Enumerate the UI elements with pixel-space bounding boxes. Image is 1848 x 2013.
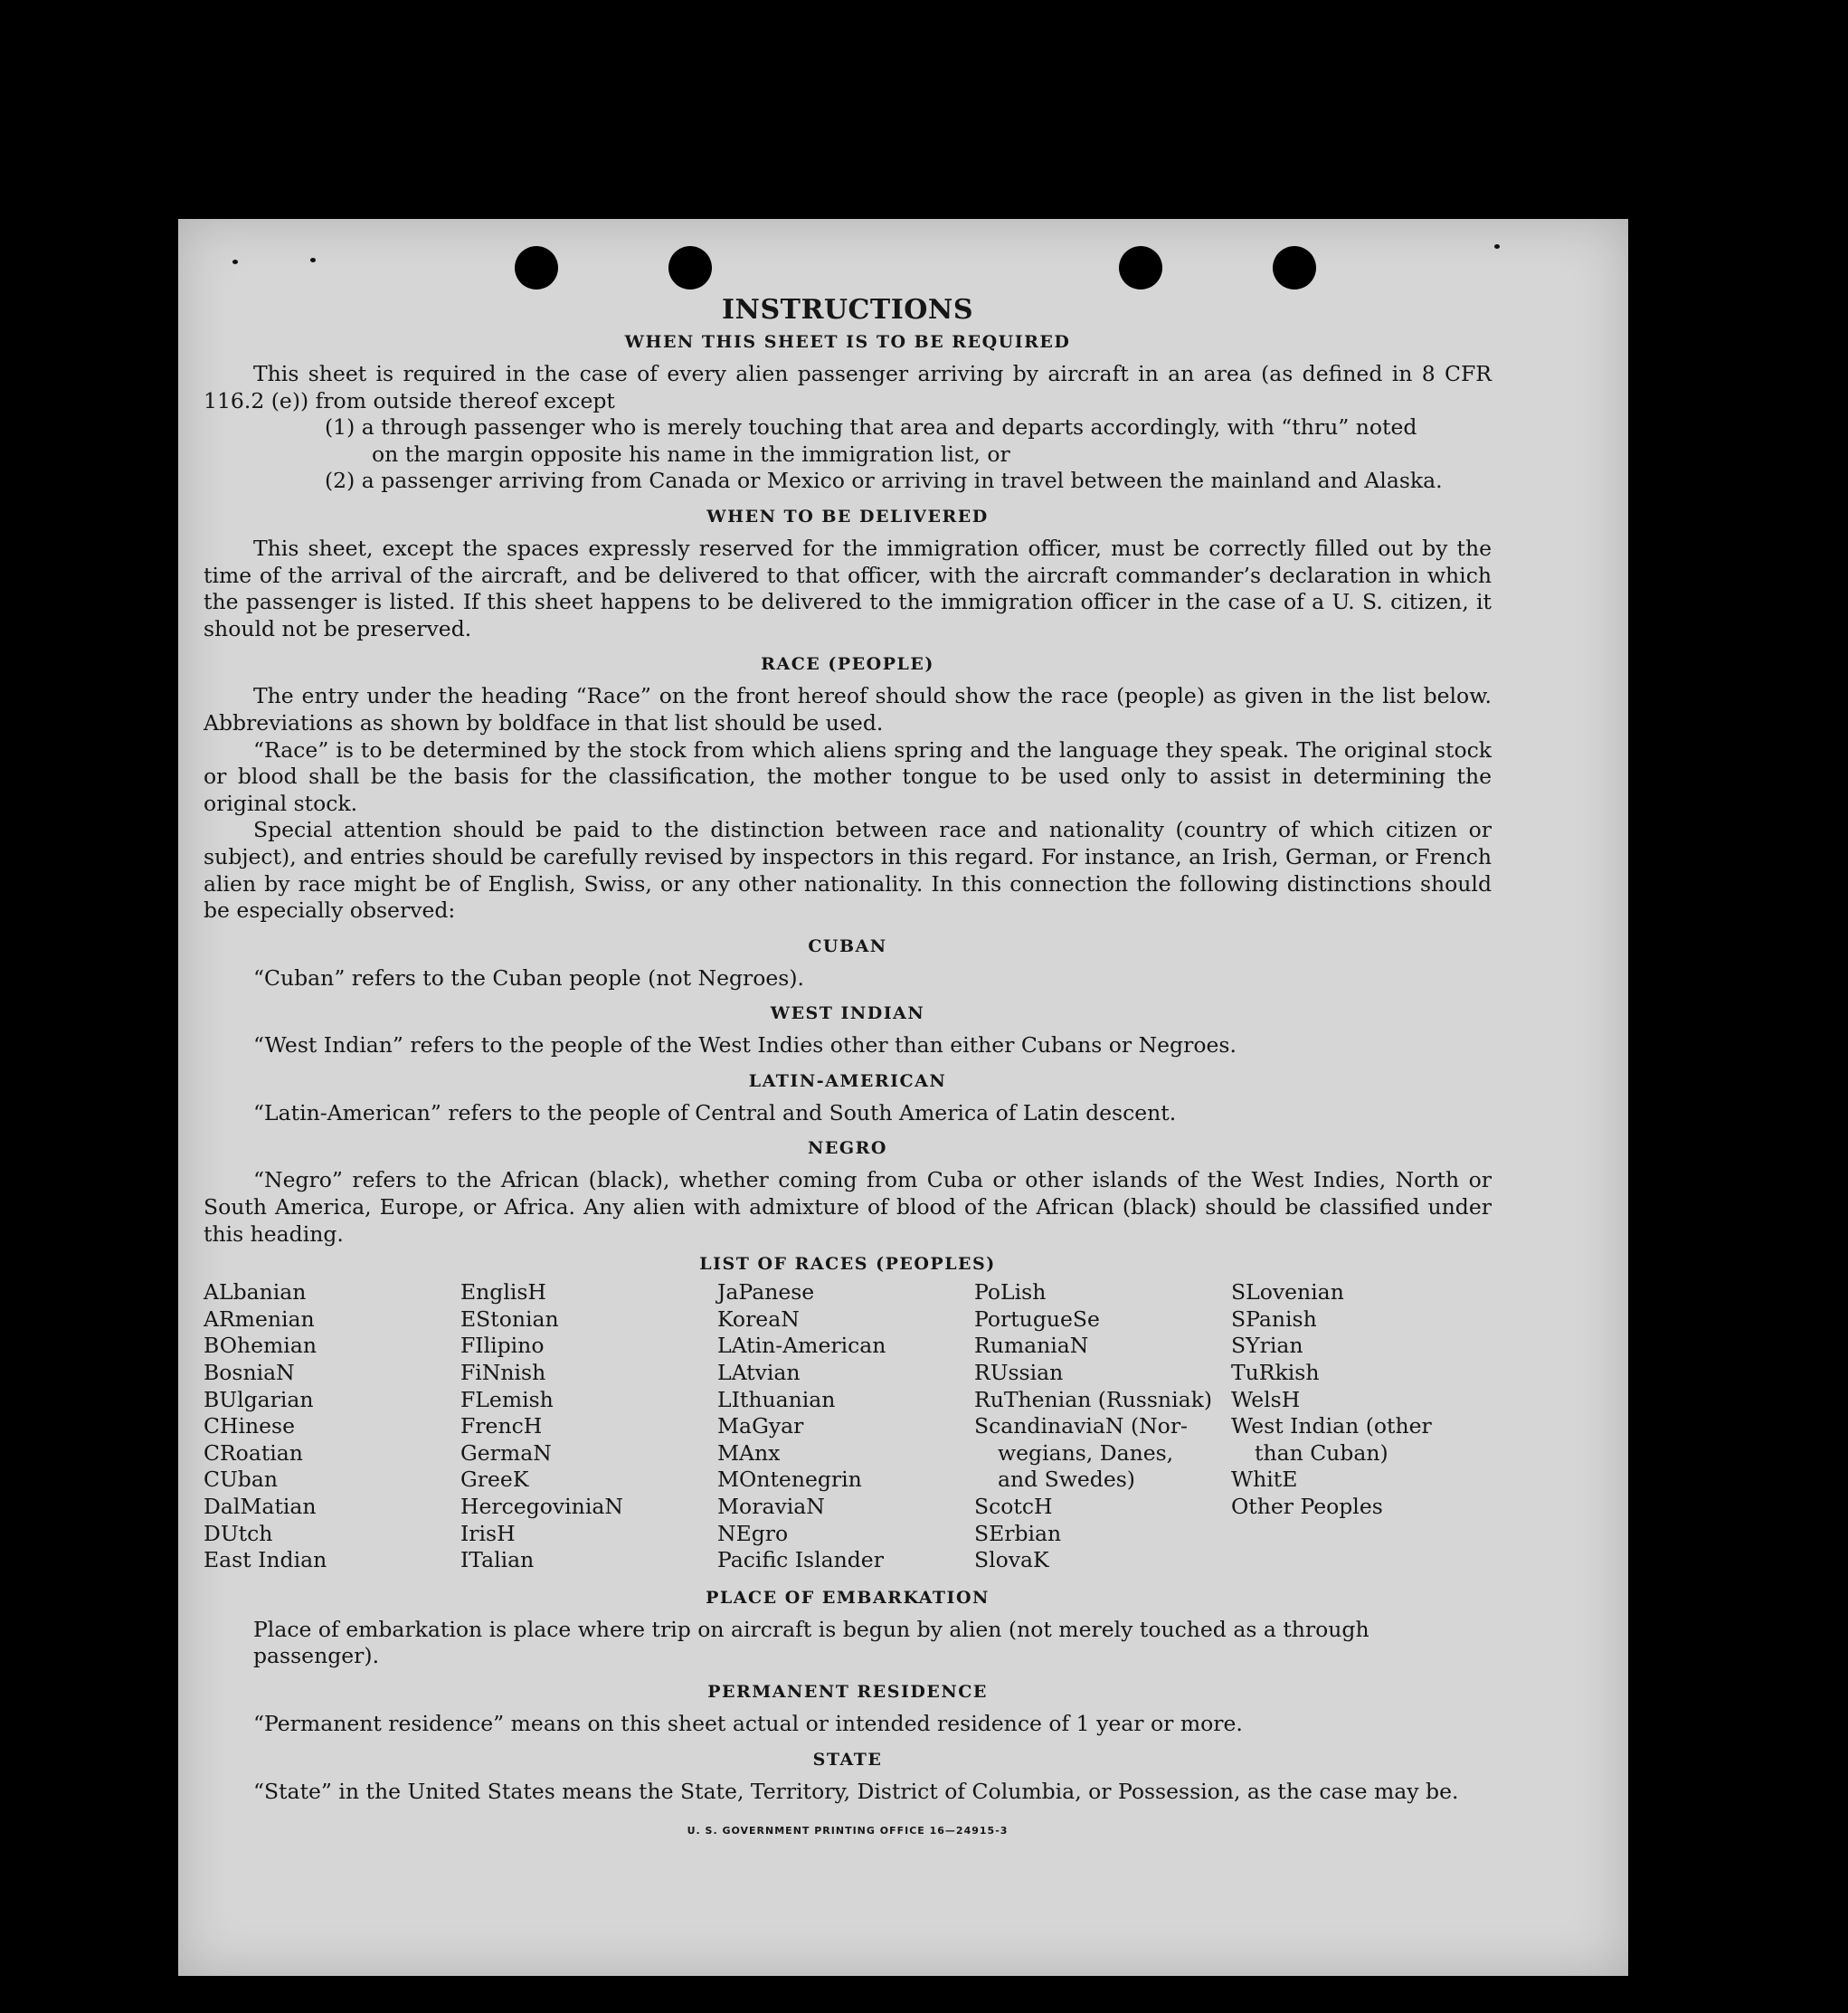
race-item: MOntenegrin [717, 1467, 862, 1493]
punch-hole [668, 246, 712, 290]
section-heading: WHEN TO BE DELIVERED [706, 506, 989, 527]
race-item: FIlipino [460, 1333, 545, 1359]
race-item: BosniaN [204, 1360, 295, 1386]
race-item: TuRkish [1231, 1360, 1320, 1386]
race-item: WelsH [1231, 1386, 1301, 1412]
race-item: ARmenian [204, 1306, 315, 1332]
race-item: BOhemian [204, 1333, 317, 1359]
race-item: Pacific Islander [717, 1547, 884, 1573]
section-heading: WEST INDIAN [770, 1003, 925, 1024]
list-item: (1) a through passenger who is merely touching that area and departs accordingly, with “thru” noted [325, 414, 1417, 441]
race-item: SYrian [1231, 1333, 1303, 1359]
race-item: RUssian [974, 1360, 1064, 1386]
race-item: SlovaK [974, 1547, 1049, 1573]
instructions-content [204, 295, 1492, 1845]
race-item: BUlgarian [204, 1386, 314, 1412]
paragraph: “Negro” refers to the African (black), whether coming from Cuba or other islands of the West Indies, North or South America, Europe, or Africa. Any alien with admixture of blood of the African (black) should be classified under this heading. [204, 1167, 1492, 1247]
race-item: DUtch [204, 1520, 273, 1546]
speck [310, 258, 316, 262]
race-item: CRoatian [204, 1439, 303, 1466]
section-heading: PERMANENT RESIDENCE [707, 1681, 988, 1702]
race-item: East Indian [204, 1547, 327, 1573]
race-item: FLemish [460, 1386, 554, 1412]
race-item: GreeK [460, 1467, 529, 1493]
paragraph: “Permanent residence” means on this sheet actual or intended residence of 1 year or more. [253, 1710, 1243, 1736]
race-item: EnglisH [460, 1279, 546, 1306]
race-item: ScandinaviaN (Nor- [974, 1413, 1188, 1439]
race-item: SErbian [974, 1520, 1062, 1546]
race-item: IrisH [460, 1520, 516, 1546]
race-item: RumaniaN [974, 1333, 1089, 1359]
race-item: SLovenian [1231, 1279, 1344, 1306]
paragraph: Place of embarkation is place where trip on aircraft is begun by alien (not merely touched as a through passenger). [253, 1616, 1369, 1669]
races-column [460, 1279, 717, 1574]
list-item: (2) a passenger arriving from Canada or Mexico or arriving in travel between the mainland and Alaska. [325, 468, 1443, 494]
section-heading: STATE [812, 1749, 883, 1770]
race-item: LIthuanian [717, 1386, 836, 1412]
race-item: EStonian [460, 1306, 559, 1332]
section-heading: WHEN THIS SHEET IS TO BE REQUIRED [624, 332, 1071, 352]
section-heading: NEGRO [808, 1138, 887, 1159]
race-item: FiNnish [460, 1360, 546, 1386]
list-item-continued: on the margin opposite his name in the immigration list, or [372, 441, 1010, 467]
race-item: RuThenian (Russniak) [974, 1386, 1212, 1412]
race-item: MaGyar [717, 1413, 804, 1439]
paragraph: The entry under the heading “Race” on the front hereof should show the race (people) as given in the list below. Abbreviations as shown by boldface in that list should be used. [204, 683, 1492, 736]
section-heading: RACE (PEOPLE) [761, 654, 934, 675]
printing-office-footer: U. S. GOVERNMENT PRINTING OFFICE 16—24915-3 [687, 1825, 1009, 1837]
paragraph: “Latin-American” refers to the people of Central and South America of Latin descent. [253, 1099, 1177, 1125]
race-item: ScotcH [974, 1494, 1053, 1519]
page-title: INSTRUCTIONS [722, 294, 973, 326]
race-item: LAtvian [717, 1360, 801, 1386]
race-item: MAnx [717, 1439, 781, 1466]
race-item: West Indian (other [1231, 1413, 1432, 1439]
paragraph: “West Indian” refers to the people of the West Indies other than either Cubans or Negroes. [253, 1032, 1237, 1059]
race-item: SPanish [1231, 1306, 1317, 1332]
paragraph: Special attention should be paid to the distinction between race and nationality (country of which citizen or subject), and entries should be carefully revised by inspectors in this regard. For instance, an Irish, German, or French alien by race might be of English, Swiss, or any other nationality. In this connection the following distinctions should be especially observed: [204, 817, 1492, 924]
races-column [1231, 1279, 1488, 1574]
races-column [204, 1279, 460, 1574]
form-sheet [178, 219, 1628, 1976]
race-item: KoreaN [717, 1306, 800, 1332]
races-column [974, 1279, 1231, 1574]
race-item: CUban [204, 1467, 278, 1493]
race-item: MoraviaN [717, 1494, 825, 1519]
race-item: LAtin-American [717, 1333, 886, 1359]
paragraph: This sheet is required in the case of every alien passenger arriving by aircraft in an area (as defined in 8 CFR 116.2 (e)) from outside thereof except [204, 361, 1492, 413]
section-heading: CUBAN [808, 935, 887, 956]
paragraph: “State” in the United States means the State, Territory, District of Columbia, or Possession, as the case may be. [253, 1778, 1459, 1804]
punch-hole [1273, 246, 1316, 290]
race-item: Other Peoples [1231, 1494, 1383, 1519]
race-item: ITalian [460, 1547, 535, 1573]
race-item: FrencH [460, 1413, 543, 1439]
speck [232, 260, 238, 264]
race-item-continued: than Cuban) [1255, 1439, 1388, 1466]
race-item: CHinese [204, 1413, 295, 1439]
punch-hole [1119, 246, 1162, 290]
race-item: HercegoviniaN [460, 1494, 623, 1519]
race-item: GermaN [460, 1439, 552, 1466]
paragraph: “Race” is to be determined by the stock from which aliens spring and the language they speak. The original stock or blood shall be the basis for the classification, the mother tongue to be used only to assist in determining the original stock. [204, 736, 1492, 816]
section-heading: LIST OF RACES (PEOPLES) [699, 1254, 996, 1275]
race-item-continued: and Swedes) [998, 1467, 1135, 1493]
section-heading: LATIN-AMERICAN [748, 1070, 947, 1091]
race-item: JaPanese [717, 1279, 815, 1306]
section-heading: PLACE OF EMBARKATION [706, 1587, 990, 1608]
race-item: WhitE [1231, 1467, 1298, 1493]
race-item: DalMatian [204, 1494, 317, 1519]
race-item: ALbanian [204, 1279, 307, 1306]
race-item: NEgro [717, 1520, 789, 1546]
paragraph: This sheet, except the spaces expressly reserved for the immigration officer, must be correctly filled out by the time of the arrival of the aircraft, and be delivered to that officer, with the aircraft commander’s declaration in which the passenger is listed. If this sheet happens to be delivered to the immigration officer in the case of a U. S. citizen, it should not be preserved. [204, 535, 1492, 641]
paragraph: “Cuban” refers to the Cuban people (not Negroes). [253, 964, 805, 991]
races-column [717, 1279, 974, 1574]
race-item: PoLish [974, 1279, 1047, 1306]
race-item-continued: wegians, Danes, [998, 1439, 1174, 1466]
speck [1494, 244, 1500, 249]
punch-hole [515, 246, 558, 290]
race-item: PortugueSe [974, 1306, 1100, 1332]
races-list [204, 1279, 1492, 1574]
